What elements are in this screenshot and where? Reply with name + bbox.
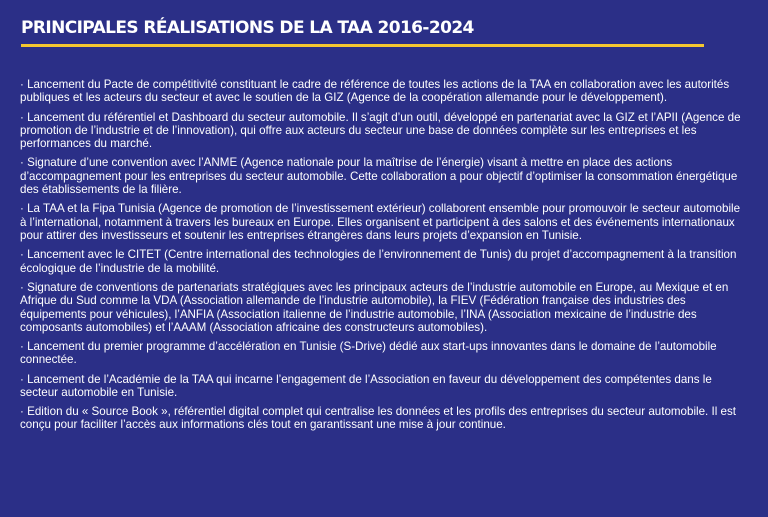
list-item <box>20 405 744 432</box>
list-item-text: · Lancement du référentiel et Dashboard du secteur automobile. Il s’agit d’un outil, développé en partenariat avec la GIZ et l’APII (Agence de promotion de l’industrie et de l’innovation), qui offre aux acteurs du secteur une base de données complète sur les entreprises et les performances du marché. <box>20 110 741 151</box>
list-item <box>20 373 744 400</box>
list-item <box>20 281 744 335</box>
list-item <box>20 78 744 105</box>
page-title: PRINCIPALES RÉALISATIONS DE LA TAA 2016-2024 <box>21 18 474 38</box>
list-item-text: · Signature d’une convention avec l’ANME (Agence nationale pour la maîtrise de l’énergie) visant à mettre en place des actions d’accompagnement pour les entreprises du secteur automobile. Cette collaboration a pour objectif d’optimiser la consommation énergétique des établissements de la filière. <box>20 156 738 197</box>
list-item-text: · Lancement du Pacte de compétitivité constituant le cadre de référence de toutes les actions de la TAA en collaboration avec les autorités publiques et les acteurs du secteur et avec le soutien de la GIZ (Agence de la coopération allemande pour le développement). <box>20 78 730 105</box>
list-item <box>20 248 744 275</box>
achievements-list <box>20 78 744 438</box>
list-item-text: · La TAA et la Fipa Tunisia (Agence de promotion de l’investissement extérieur) collaborent ensemble pour promouvoir le secteur automobile à l’international, notamment à travers les bureaux en Europe. Elles organisent et participent à des salons et des événements internationaux pour attirer des investisseurs et soutenir les entreprises étrangères dans leurs projets d’expansion en Tunisie. <box>20 202 741 243</box>
title-underline <box>21 44 704 47</box>
list-item-text: · Lancement avec le CITET (Centre international des technologies de l’environnement de Tunis) du projet d’accompagnement à la transition écologique de l’industrie de la mobilité. <box>20 248 737 275</box>
list-item-text: · Edition du « Source Book », référentiel digital complet qui centralise les données et les profils des entreprises du secteur automobile. Il est conçu pour faciliter l’accès aux informations clés tout en garantissant une mise à jour continue. <box>20 405 736 432</box>
list-item <box>20 340 744 367</box>
list-item <box>20 111 744 151</box>
list-item <box>20 202 744 242</box>
list-item-text: · Signature de conventions de partenariats stratégiques avec les principaux acteurs de l’industrie automobile en Europe, au Mexique et en Afrique du Sud comme la VDA (Association allemande de l’industrie automobile), la FIEV (Fédération française des industries des équipements pour véhicules), l’ANFIA (Association italienne de l’industrie automobile, l’INA (Association mexicaine de l’industrie des composants automobiles) et l’AAAM (Association africaine des constructeurs automobiles). <box>20 280 729 334</box>
list-item-text: · Lancement de l’Académie de la TAA qui incarne l’engagement de l’Association en faveur du développement des compétentes dans le secteur automobile en Tunisie. <box>20 372 712 399</box>
list-item <box>20 156 744 196</box>
list-item-text: · Lancement du premier programme d’accélération en Tunisie (S-Drive) dédié aux start-ups innovantes dans le domaine de l’automobile connectée. <box>20 340 717 367</box>
